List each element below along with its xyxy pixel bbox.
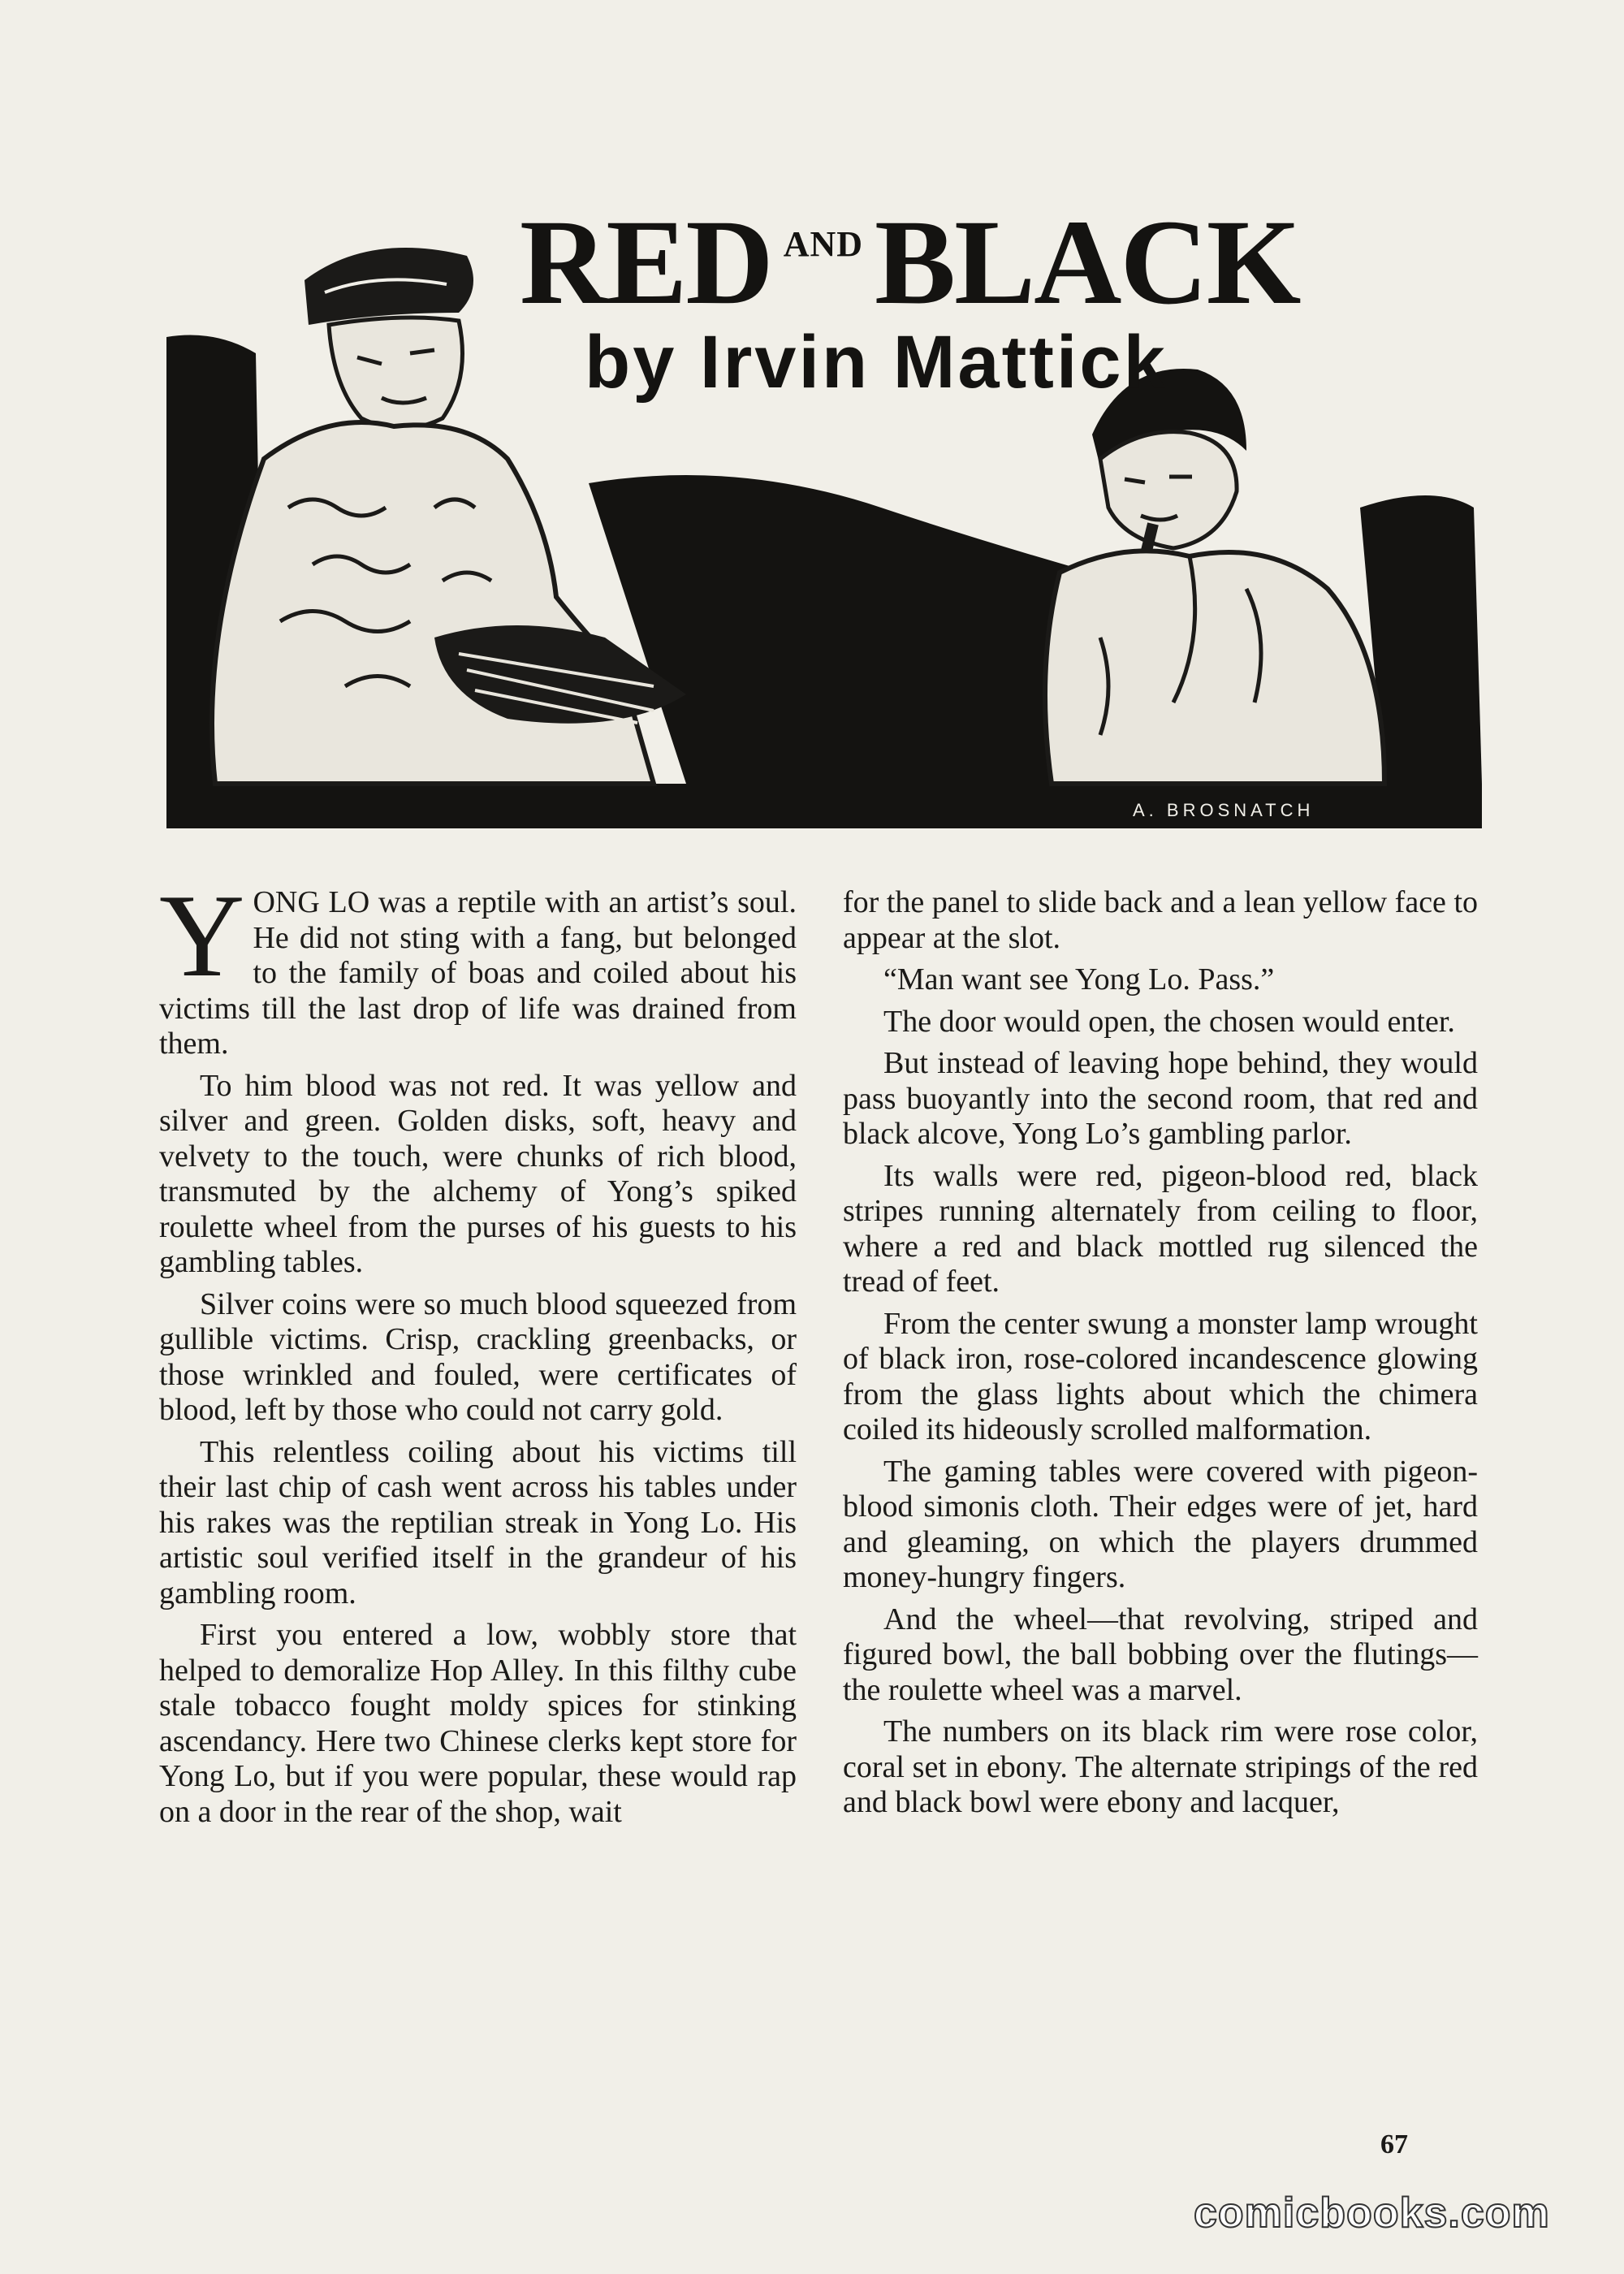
site-watermark: comicbooks.com (1194, 2190, 1550, 2237)
artist-signature: A. BROSNATCH (1133, 800, 1315, 820)
author-byline: by Irvin Mattick (585, 321, 1168, 404)
paragraph: This relentless coiling about his victims till their last chip of cash went across his tables under his rakes was the reptilian streak in Yong Lo. His artistic soul verified itself in the grandeur of his gambling room. (159, 1434, 797, 1610)
paragraph: The door would open, the chosen would enter. (883, 1004, 1455, 1039)
paragraph: But instead of leaving hope behind, they would pass buoyantly into the second room, that red and black alcove, Yong Lo’s gambling parlor. (843, 1046, 1478, 1151)
title-word-black: BLACK (875, 195, 1300, 330)
paragraph: Its walls were red, pigeon-blood red, black stripes running alternately from ceiling to floor, where a red and black mottled rug silenced the tread of feet. (843, 1158, 1478, 1299)
paragraph: for the panel to slide back and a lean yellow face to appear at the slot. (843, 885, 1478, 955)
title-word-red: RED (520, 195, 772, 330)
paragraph: The numbers on its black rim were rose color, coral set in ebony. The alternate stripings of the red and black bowl were ebony and lacquer, (843, 1714, 1478, 1819)
left-text-column (159, 870, 797, 1836)
paragraph: First you entered a low, wobbly store that helped to demoralize Hop Alley. In this filthy cube stale tobacco fought moldy spices for stinking ascendancy. Here two Chinese clerks kept store for Yong Lo, but if you were popular, these would rap on a door in the rear of the shop, wait (159, 1618, 797, 1829)
paragraph: Silver coins were so much blood squeezed from gullible victims. Crisp, crackling greenbacks, or those wrinkled and fouled, were certificates of blood, left by those who could not carry gold. (159, 1286, 797, 1427)
paragraph-text: ONG LO was a reptile with an artist’s soul. He did not sting with a fang, but belonged to the family of boas and coiled about his victims till the last drop of life was drained from them. (159, 885, 797, 1061)
drop-cap: Y (159, 870, 245, 1001)
paragraph (159, 870, 797, 1062)
page-number: 67 (1380, 2129, 1408, 2159)
paragraph: “Man want see Yong Lo. Pass.” (883, 962, 1275, 996)
paragraph: The gaming tables were covered with pigeon-blood simonis cloth. Their edges were of jet, hard and gleaming, on which the players drummed money-hungry fingers. (843, 1454, 1478, 1594)
paragraph: From the center swung a monster lamp wrought of black iron, rose-colored incandescence glowing from the glass lights about which the chimera coiled its hideously scrolled malformation. (843, 1306, 1478, 1446)
paragraph: And the wheel—that revolving, striped and figured bowl, the ball bobbing over the flutings—the roulette wheel was a marvel. (843, 1602, 1478, 1707)
paragraph: To him blood was not red. It was yellow and silver and green. Golden disks, soft, heavy and velvety to the touch, were chunks of rich blood, transmuted by the alchemy of Yong’s spiked roulette wheel from the purses of his guests to his gambling tables. (159, 1068, 797, 1279)
right-text-column (843, 885, 1478, 1827)
story-title (520, 195, 1300, 330)
title-word-and: AND (783, 224, 864, 264)
